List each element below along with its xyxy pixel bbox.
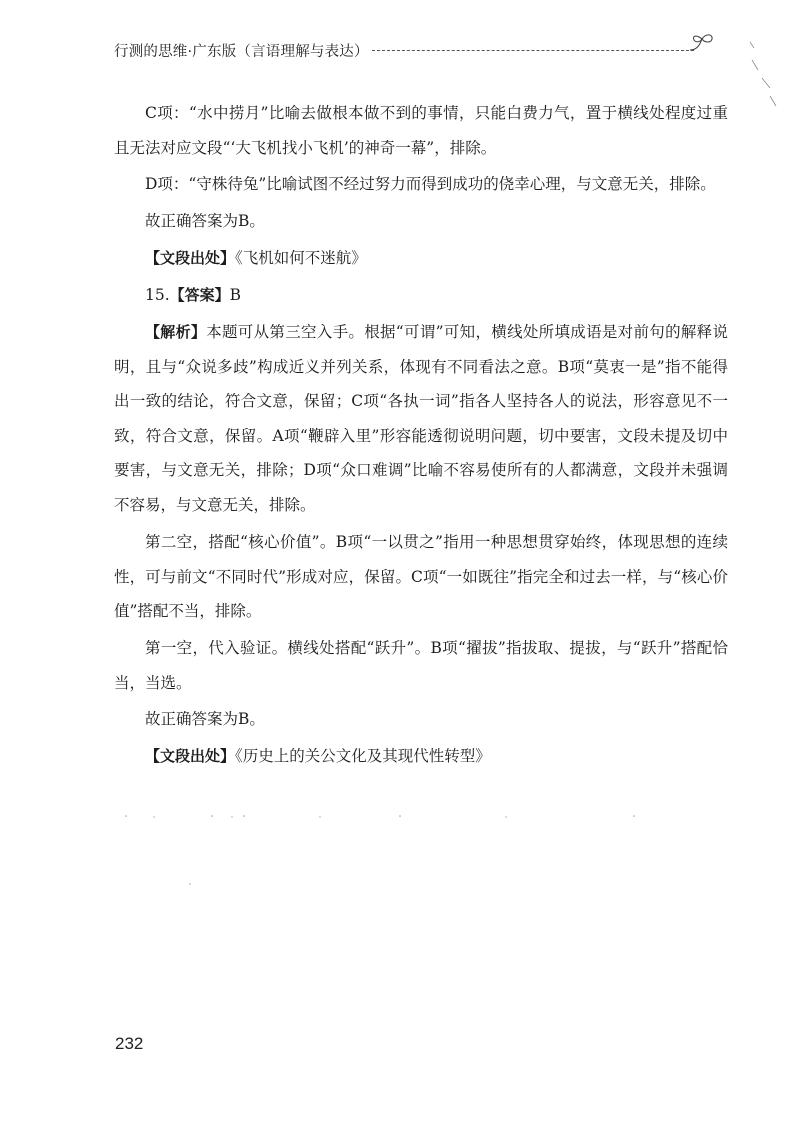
sprout-icon xyxy=(686,32,722,54)
paragraph-answer-14: 故正确答案为B。 xyxy=(145,212,265,231)
paragraph-analysis: 【解析】本题可从第三空入手。根据“可谓”可知，横线处所填成语是对前句的解释说明，且与“众说多歧”构成近义并列关系，体现有不同看法之意。B项“莫衷一是”指不能得出一致的结论，符合文意，保留；C项“各执一词”指各人坚持各人的说法，形容意见不一致，符合文意，保留。A项“鞭辟入里”形容能透彻说明问题，切中要害，文段未提及切中要害，与文意无关，排除；D项“众口难调”比喻不容易使所有的人都满意，文段并未强调不容易，与文意无关，排除。 xyxy=(114,323,728,515)
scan-edge-marks xyxy=(740,30,780,110)
paragraph-source-14: 【文段出处】《飞机如何不迷航》 xyxy=(145,249,367,268)
paragraph-answer-15: 故正确答案为B。 xyxy=(145,710,265,729)
running-header xyxy=(114,36,714,66)
analysis-label: 【解析】 xyxy=(145,323,207,342)
header-title: 行测的思维·广东版（言语理解与表达） xyxy=(114,44,369,60)
page-body xyxy=(114,96,728,774)
question-15-answer: 15.【答案】B xyxy=(145,286,242,305)
source-label: 【文段出处】 xyxy=(145,747,236,766)
source-label: 【文段出处】 xyxy=(145,249,236,268)
paragraph-second-blank: 第二空，搭配“核心价值”。B项“一以贯之”指用一种思想贯穿始终，体现思想的连续性，可与前文“不同时代”形成对应，保留。C项“一如既往”指完全和过去一样，与“核心价值”搭配不当，排除。 xyxy=(114,532,728,621)
page-number: 232 xyxy=(115,1034,144,1053)
paragraph-option-d: D项：“守株待兔”比喻试图不经过努力而得到成功的侥幸心理，与文意无关，排除。 xyxy=(145,175,716,194)
header-rule xyxy=(372,50,694,51)
paragraph-source-15: 【文段出处】《历史上的关公文化及其现代性转型》 xyxy=(145,747,491,766)
paragraph-first-blank: 第一空，代入验证。横线处搭配“跃升”。B项“擢拔”指拔取、提拔，与“跃升”搭配恰当，当选。 xyxy=(114,638,728,692)
answer-label: 【答案】 xyxy=(169,286,230,305)
paragraph-option-c: C项：“水中捞月”比喻去做根本做不到的事情，只能白费力气，置于横线处程度过重且无法对应文段“‘大飞机找小飞机’的神奇一幕”，排除。 xyxy=(114,104,728,157)
scan-noise xyxy=(114,812,714,892)
